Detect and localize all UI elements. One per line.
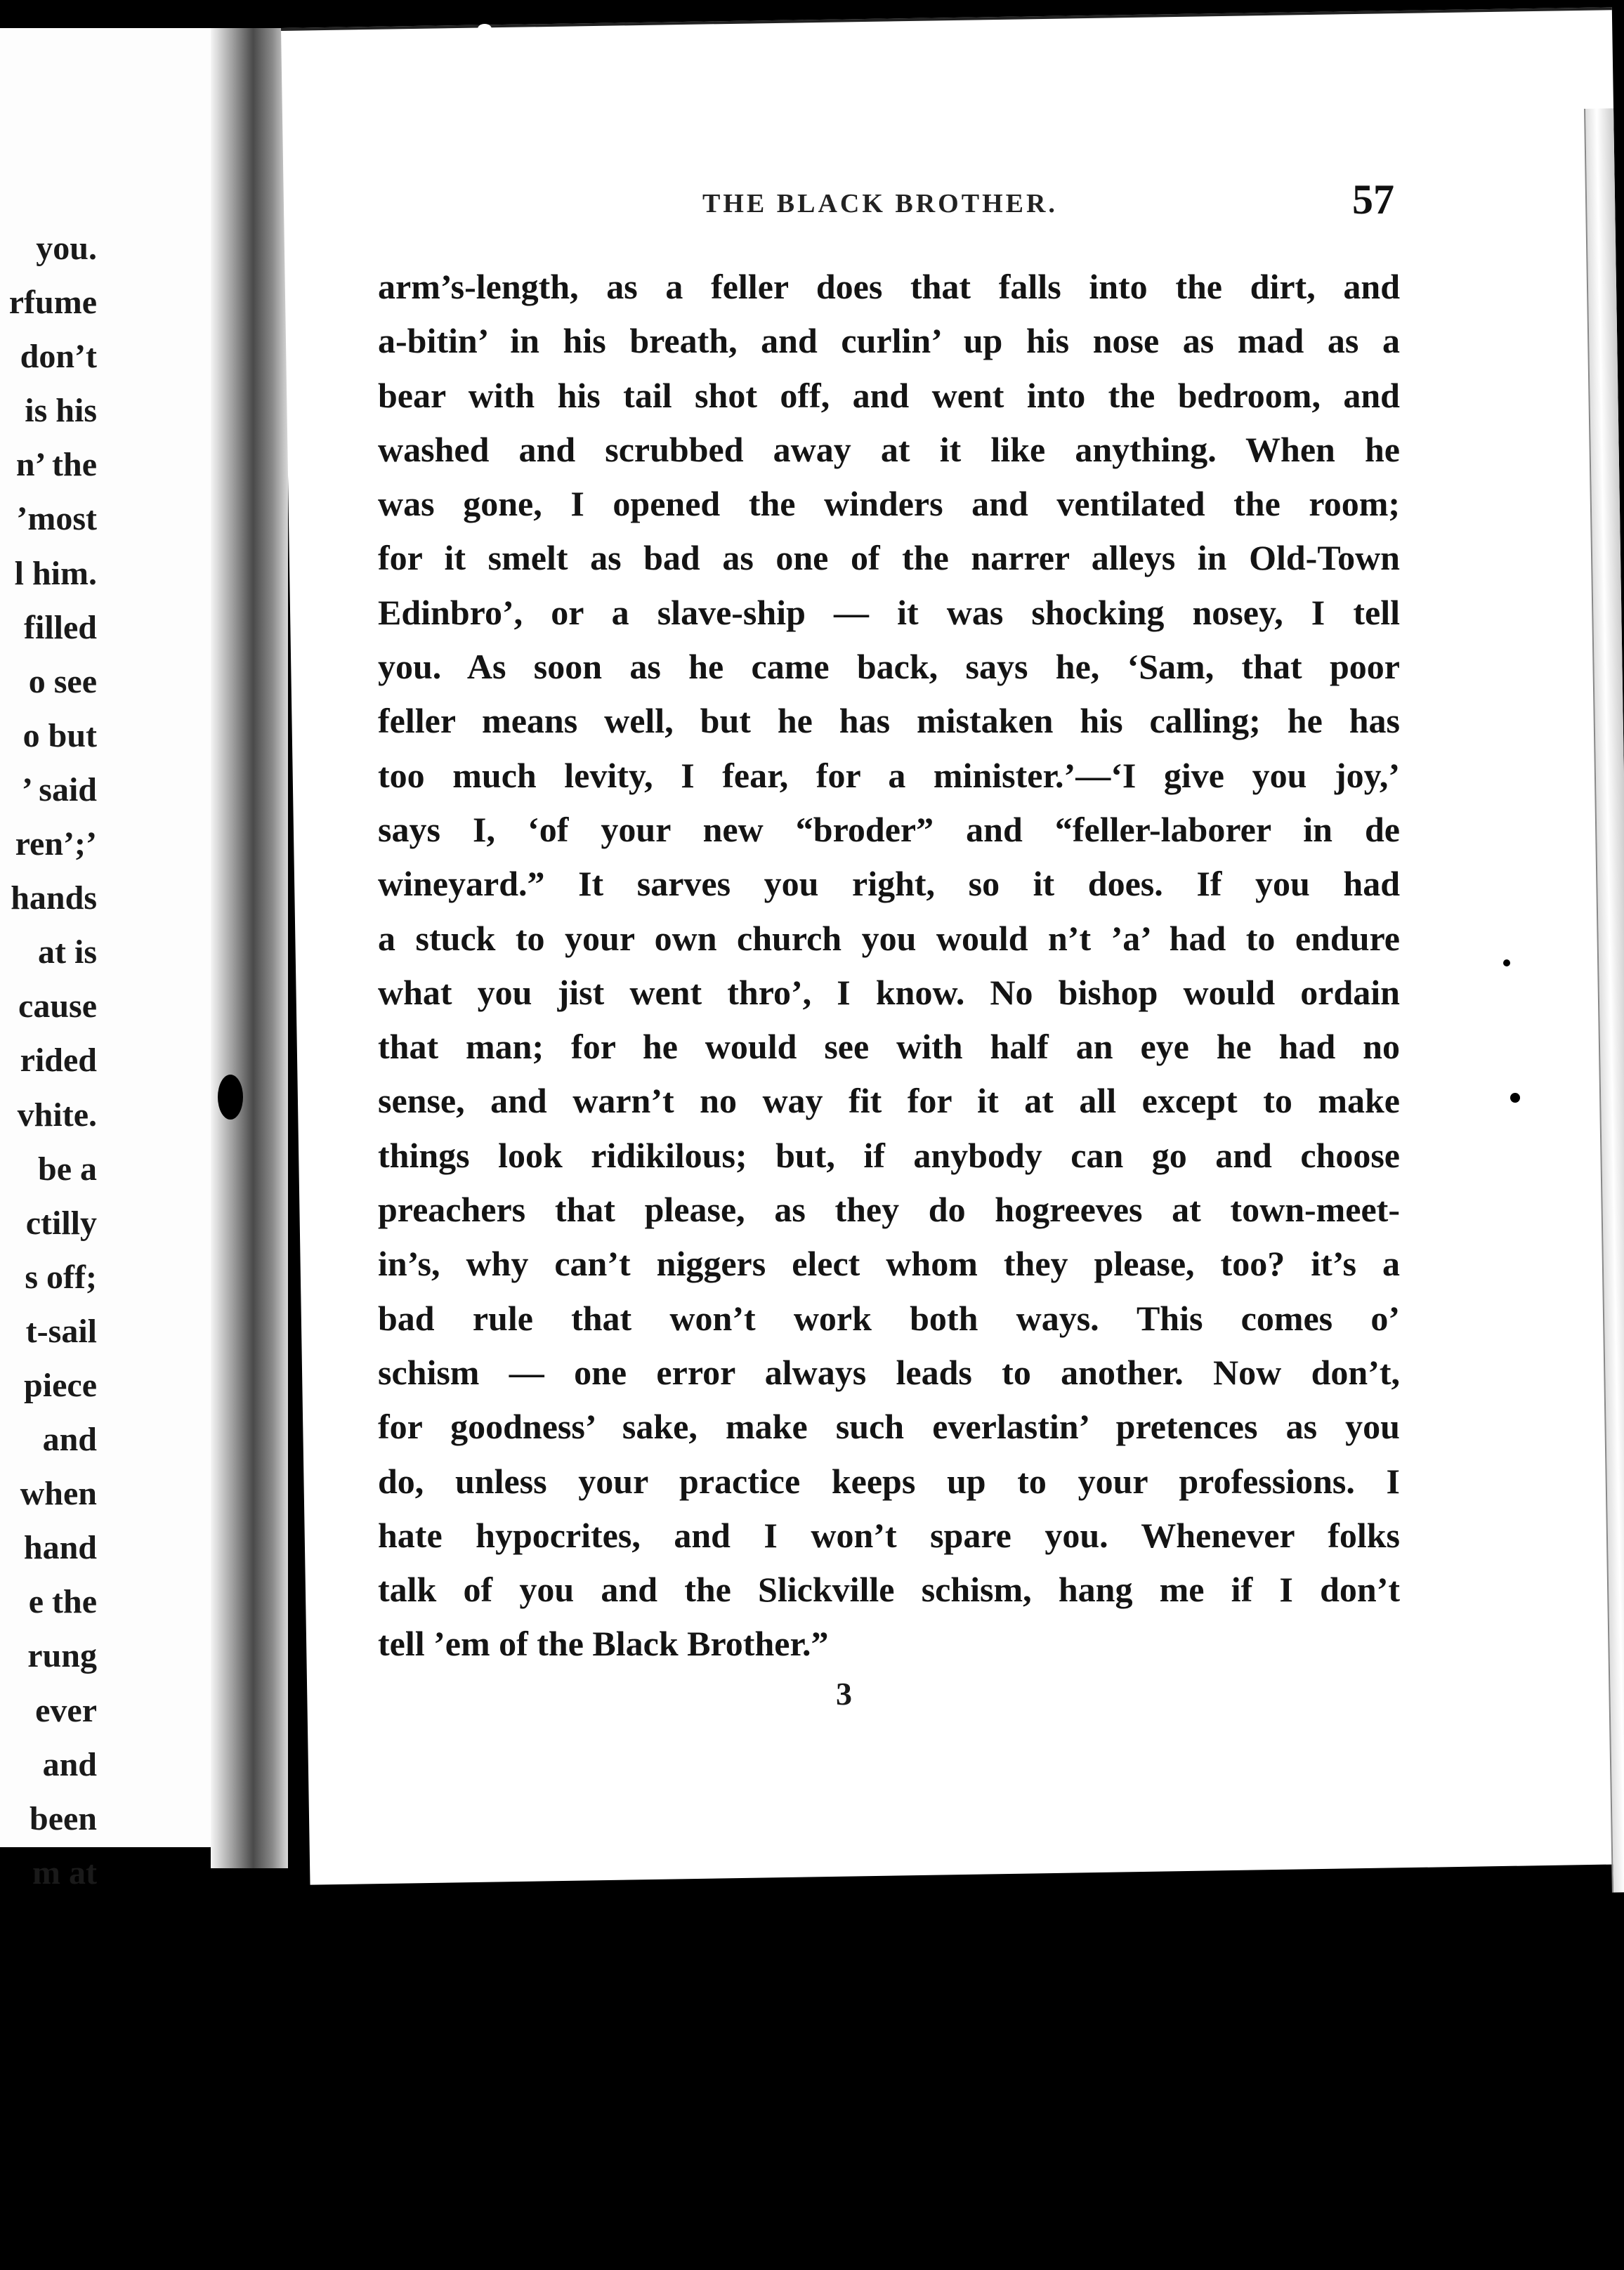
left-page-line: n’ the — [15, 446, 97, 484]
left-page-line: vhite. — [17, 1096, 97, 1134]
text-line: too much levity, I fear, for a minister.’—‘I give you joy,’ — [378, 755, 1400, 795]
text-line: a stuck to your own church you would n’t ’a’ had to endure — [378, 918, 1400, 958]
left-page-line: and — [42, 1421, 97, 1459]
left-page-line: t-sail — [25, 1312, 97, 1350]
left-page-line: l him. — [14, 554, 97, 592]
left-page-line: rfume — [8, 284, 97, 322]
left-page-line: ever — [35, 1691, 97, 1729]
text-line: was gone, I opened the winders and ventilated the room; — [378, 484, 1400, 524]
text-line: for goodness’ sake, make such everlastin’ pretences as you — [378, 1407, 1400, 1447]
left-page-line: rided — [20, 1042, 97, 1080]
text-line: preachers that please, as they do hogreeves at town-meet- — [378, 1190, 1400, 1230]
book-gutter — [211, 28, 288, 1868]
left-page-line: o see — [28, 662, 97, 700]
text-line: bad rule that won’t work both ways. This comes o’ — [378, 1298, 1400, 1338]
text-line: arm’s-length, as a feller does that falls into the dirt, and — [378, 267, 1400, 306]
left-page-line: rung — [27, 1637, 97, 1675]
text-line: do, unless your practice keeps up to your professions. I — [378, 1461, 1400, 1501]
text-line: tell ’em of the Black Brother.” — [378, 1624, 829, 1664]
left-page-line: ’most — [16, 500, 97, 538]
text-line: for it smelt as bad as one of the narrer alleys in Old-Town — [378, 538, 1400, 578]
running-head: THE BLACK BROTHER. — [702, 189, 1058, 218]
text-line: hate hypocrites, and I won’t spare you. Whenever folks — [378, 1515, 1400, 1555]
left-page-line: cause — [18, 988, 97, 1025]
scan-speck — [1510, 1093, 1520, 1103]
body-text — [378, 260, 1400, 1672]
text-line: sense, and warn’t no way fit for it at all except to make — [378, 1081, 1400, 1121]
left-page-line: be a — [38, 1150, 97, 1188]
text-line: you. As soon as he came back, says he, ‘Sam, that poor — [378, 647, 1400, 687]
left-page-line: ’ said — [21, 770, 97, 808]
text-line: says I, ‘of your new “broder” and “feller-laborer in de — [378, 809, 1400, 849]
left-page-line: at is — [38, 933, 97, 971]
text-line: that man; for he would see with half an eye he had no — [378, 1027, 1400, 1067]
text-line: schism — one error always leads to another. Now don’t, — [378, 1352, 1400, 1392]
text-line: feller means well, but he has mistaken his calling; he has — [378, 701, 1400, 741]
left-page-line: when — [20, 1475, 97, 1513]
left-page-line: ctilly — [25, 1204, 97, 1242]
left-page-line: m at — [32, 1854, 97, 1891]
left-page-line: hands — [11, 879, 97, 917]
left-page-line: hand — [23, 1529, 97, 1567]
text-line: talk of you and the Slickville schism, hang me if I don’t — [378, 1570, 1400, 1610]
left-page-line: o but — [22, 716, 97, 754]
page-edge — [1584, 108, 1624, 1892]
left-page-text-fragments — [0, 221, 97, 1900]
text-line: a-bitin’ in his breath, and curlin’ up his nose as mad as a — [378, 321, 1400, 361]
left-page-line: don’t — [20, 338, 97, 376]
signature-mark: 3 — [836, 1676, 852, 1712]
left-page-line: you. — [36, 230, 97, 267]
text-line: wineyard.” It sarves you right, so it does. If you had — [378, 864, 1400, 904]
left-page-line: and — [42, 1745, 97, 1783]
gutter-ink-spot — [218, 1075, 243, 1120]
left-page-line: ren’;’ — [15, 825, 97, 863]
text-line: things look ridikilous; but, if anybody can go and choose — [378, 1135, 1400, 1175]
text-line: in’s, why can’t niggers elect whom they please, too? it’s a — [378, 1244, 1400, 1284]
left-page-line: filled — [24, 608, 97, 646]
page-number: 57 — [1352, 176, 1394, 223]
left-page-line: been — [30, 1799, 97, 1837]
text-line: what you jist went thro’, I know. No bishop would ordain — [378, 972, 1400, 1012]
left-page-line: piece — [24, 1366, 97, 1404]
left-page-line: s off; — [25, 1258, 97, 1296]
text-line: bear with his tail shot off, and went into the bedroom, and — [378, 375, 1400, 415]
text-line: washed and scrubbed away at it like anything. When he — [378, 429, 1400, 469]
scan-speck — [1503, 959, 1510, 966]
left-page-line: e the — [28, 1583, 97, 1621]
scan-speck — [478, 24, 492, 34]
left-page-line: is his — [25, 392, 97, 430]
text-line: Edinbro’, or a slave-ship — it was shocking nosey, I tell — [378, 592, 1400, 632]
